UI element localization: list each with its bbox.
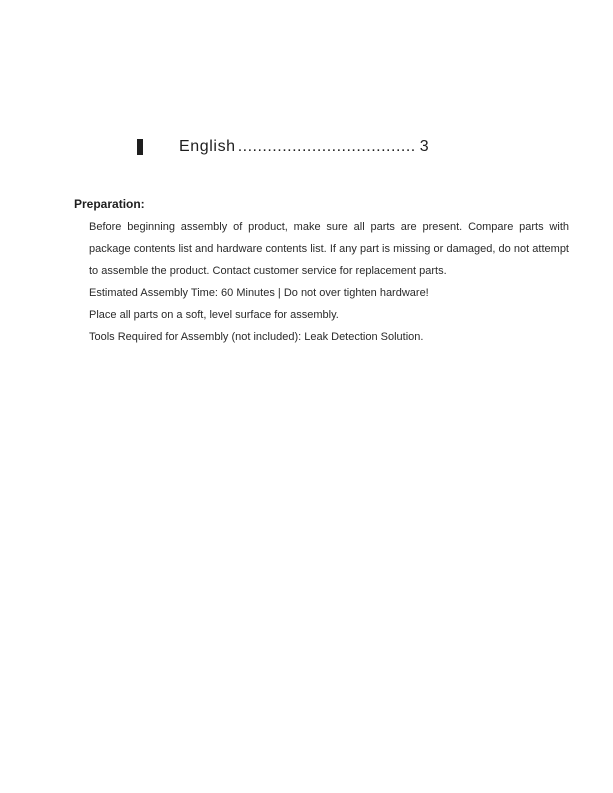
preparation-paragraph: Before beginning assembly of product, make sure all parts are present. Compare parts with package contents list and hardware contents list. If any part is missing or damaged, do not attempt to assemble the product. Contact customer service for replacement parts.: [89, 221, 569, 277]
tools-required-note: Tools Required for Assembly (not included): Leak Detection Solution.: [89, 331, 424, 343]
surface-note: Place all parts on a soft, level surface for assembly.: [89, 309, 339, 321]
preparation-section: [74, 196, 569, 348]
assembly-time-note: Estimated Assembly Time: 60 Minutes | Do not over tighten hardware!: [89, 287, 429, 299]
toc-marker-block: [137, 139, 143, 155]
preparation-heading: Preparation:: [74, 197, 145, 211]
toc-leader-dots: ....................................: [237, 138, 416, 155]
toc-page-number: 3: [419, 138, 429, 155]
toc-entry[interactable]: [137, 137, 429, 157]
toc-entry-label: English: [179, 138, 236, 155]
